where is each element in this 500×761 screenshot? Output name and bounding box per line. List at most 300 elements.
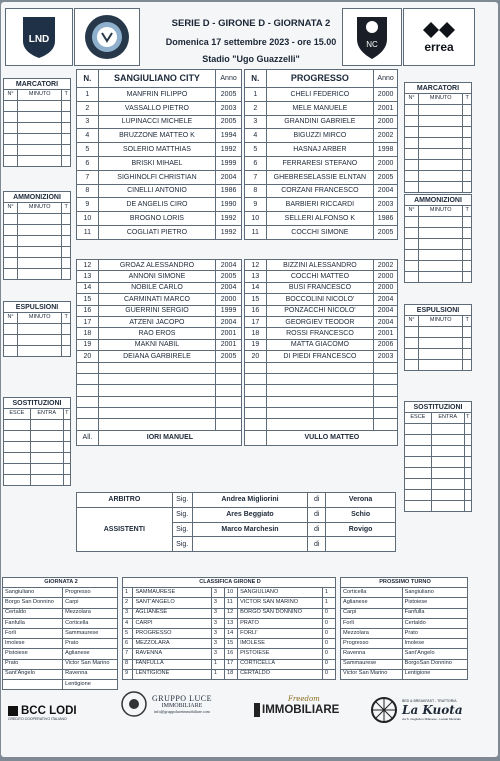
box-cell[interactable] [419,127,463,138]
table-cell: Fanfulla [3,618,63,628]
box-cell[interactable] [18,156,62,167]
box-cell[interactable] [405,250,419,261]
table-cell: Fanfulla [402,608,467,618]
table-cell: 6 [245,156,267,170]
box-cell[interactable] [405,217,419,228]
box-cell[interactable] [62,145,71,156]
table-cell: Progresso [341,639,403,649]
box-cell[interactable] [4,346,18,357]
table-cell: NOBILE CARLO [98,282,215,293]
box-cell[interactable] [4,123,18,134]
table-cell: Mezzolara [63,608,118,618]
table-row [77,339,242,350]
table-cell: 12 [77,260,99,271]
box-column-header: MINUTO [18,313,62,324]
table-cell: Pistoiese [402,598,467,608]
box-column-header: MINUTO [18,203,62,214]
box-cell[interactable] [18,258,62,269]
box-cell[interactable] [405,424,432,435]
box-cell[interactable] [419,105,463,116]
table-row [245,212,398,226]
box-cell[interactable] [419,360,463,371]
table-cell: 2005 [216,88,242,102]
box-cell[interactable] [30,420,63,431]
box-cell[interactable] [405,349,419,360]
table-cell: BROGNO LORIS [98,212,215,226]
box-cell[interactable] [405,171,419,182]
table-cell: 2003 [216,101,242,115]
box-cell[interactable] [463,138,472,149]
box-cell[interactable] [464,435,471,446]
box-cell[interactable] [405,327,419,338]
table-cell: 15 [245,294,267,305]
table-cell: BIGUZZI MIRCO [266,129,374,143]
box-row [405,468,472,479]
table-cell: Prato [402,628,467,638]
box-cell[interactable] [463,228,472,239]
box-row [405,105,472,116]
box-cell[interactable] [463,182,472,193]
table-row [3,598,118,608]
box-cell[interactable] [4,156,18,167]
box-cell[interactable] [62,346,71,357]
empty-row [245,419,398,430]
table-cell: Sant'Angelo [3,669,63,679]
box-cell[interactable] [405,338,419,349]
box-cell[interactable] [18,225,62,236]
table-row [77,225,242,239]
table-cell: Lentigione [402,669,467,679]
table-cell: Ravenna [63,669,118,679]
table-cell: GHEBRESELASSIE ELNTAN [266,170,374,184]
home-ammonizioni-box [3,191,71,280]
table-cell: 2000 [374,282,398,293]
box-cell[interactable] [4,475,31,486]
table-cell: BRUZZONE MATTEO K [98,129,215,143]
box-cell[interactable] [62,134,71,145]
table-cell: 4 [77,129,99,143]
box-cell[interactable] [4,236,18,247]
box-row [405,138,472,149]
box-cell[interactable] [18,145,62,156]
box-cell[interactable] [419,160,463,171]
box-cell[interactable] [405,272,419,283]
box-cell[interactable] [463,327,472,338]
table-row [77,143,242,157]
box-cell[interactable] [419,338,463,349]
box-cell[interactable] [464,468,471,479]
box-cell[interactable] [431,435,464,446]
box-row [405,228,472,239]
box-cell[interactable] [419,239,463,250]
box-cell[interactable] [30,442,63,453]
table-cell: 17 [77,316,99,327]
box-cell[interactable] [18,134,62,145]
table-cell: 6 [77,156,99,170]
box-cell[interactable] [463,160,472,171]
box-cell[interactable] [464,490,471,501]
table-cell: BARBIERI RICCARDI [266,198,374,212]
table-cell: 2000 [374,156,398,170]
table-cell: 0 [322,639,335,649]
box-cell[interactable] [419,149,463,160]
box-cell[interactable] [30,464,63,475]
table-cell: MELE MANUELE [266,101,374,115]
table-cell: 13 [225,618,238,628]
box-cell[interactable] [4,464,31,475]
box-cell[interactable] [419,171,463,182]
box-cell[interactable] [62,225,71,236]
table-cell: Forlì [3,628,63,638]
box-cell[interactable] [30,431,63,442]
empty-row [77,362,242,373]
empty-row [245,362,398,373]
box-cell[interactable] [464,457,471,468]
errea-logo [403,8,475,66]
box-column-header: T [463,206,472,217]
table-cell: 1992 [216,143,242,157]
box-cell[interactable] [463,239,472,250]
box-cell[interactable] [4,453,31,464]
box-cell[interactable] [63,453,70,464]
match-stadium: Stadio "Ugo Guazzelli" [202,54,300,64]
table-row [77,170,242,184]
box-cell[interactable] [62,123,71,134]
box-row [4,236,71,247]
box-cell[interactable] [405,360,419,371]
table-cell: 2005 [216,115,242,129]
box-cell[interactable] [4,134,18,145]
box-cell[interactable] [18,324,62,335]
box-row [405,250,472,261]
table-cell: GROAZ ALESSANDRO [98,260,215,271]
box-cell[interactable] [431,424,464,435]
table-cell: 3 [77,115,99,129]
box-cell[interactable] [463,116,472,127]
box-cell[interactable] [405,127,419,138]
box-cell[interactable] [62,101,71,112]
table-cell: 0 [322,608,335,618]
table-row [245,88,398,102]
table-cell: 0 [322,669,335,679]
table-cell: 2000 [216,294,242,305]
box-cell[interactable] [431,501,464,512]
table-row [245,129,398,143]
table-cell: GEORGIEV TEODOR [266,316,373,327]
box-cell[interactable] [18,101,62,112]
table-cell: Sant'Angelo [402,649,467,659]
box-cell[interactable] [431,457,464,468]
empty-row [77,419,242,430]
table-cell: 1999 [216,305,242,316]
table-row [245,143,398,157]
box-row [4,269,71,280]
table-cell: 1992 [216,212,242,226]
box-title: AMMONIZIONI [405,195,472,206]
table-row [245,260,398,271]
table-row [77,328,242,339]
table-cell: 2004 [216,316,242,327]
table-cell: 11 [245,225,267,239]
box-cell[interactable] [463,149,472,160]
table-cell: 2004 [216,282,242,293]
box-cell[interactable] [4,324,18,335]
la-kuota-sponsor: BED & BREAKFAST - TRATTORIA La Kuota via S. Guglielmo Milanese - Locale Musicale [370,696,463,724]
box-cell[interactable] [431,468,464,479]
box-cell[interactable] [18,247,62,258]
empty-row [77,385,242,396]
table-row [341,649,468,659]
box-cell[interactable] [62,214,71,225]
box-cell[interactable] [18,112,62,123]
box-row [4,225,71,236]
table-cell: FANFULLA [133,659,211,669]
table-cell: COCCHI SIMONE [266,225,374,239]
table-cell: Victor San Marino [341,669,403,679]
box-cell[interactable] [419,228,463,239]
box-cell[interactable] [63,442,70,453]
box-cell[interactable] [4,431,31,442]
box-cell[interactable] [405,149,419,160]
box-cell[interactable] [62,335,71,346]
table-cell: 1 [123,588,133,598]
box-cell[interactable] [18,269,62,280]
table-cell: PRATO [238,618,323,628]
box-cell[interactable] [405,105,419,116]
box-cell[interactable] [405,468,432,479]
table-cell: 1994 [216,129,242,143]
box-title: SOSTITUZIONI [4,398,71,409]
box-cell[interactable] [4,101,18,112]
box-cell[interactable] [63,464,70,475]
table-cell: 0 [322,618,335,628]
box-cell[interactable] [463,272,472,283]
table-row [3,588,118,598]
box-column-header: N° [4,203,18,214]
box-row [4,134,71,145]
box-cell[interactable] [405,138,419,149]
table-cell: VICTOR SAN MARINO [238,598,323,608]
table-cell: RAO EROS [98,328,215,339]
home-sostituzioni-box [3,397,71,486]
box-cell[interactable] [419,182,463,193]
box-cell[interactable] [30,453,63,464]
box-column-header: T [62,203,71,214]
box-cell[interactable] [405,479,432,490]
box-row [4,442,71,453]
box-cell[interactable] [4,247,18,258]
box-row [405,349,472,360]
box-cell[interactable] [62,156,71,167]
box-cell[interactable] [4,335,18,346]
table-cell: VASSALLO PIETRO [98,101,215,115]
box-cell[interactable] [4,420,31,431]
table-cell: Prato [63,639,118,649]
box-cell[interactable] [4,225,18,236]
box-cell[interactable] [431,446,464,457]
box-column-header: N° [4,90,18,101]
box-cell[interactable] [405,239,419,250]
table-cell: LENTIGIONE [133,669,211,679]
box-cell[interactable] [30,475,63,486]
table-cell: GUERRINI SERGIO [98,305,215,316]
table-row [3,649,118,659]
table-cell: 17 [245,316,267,327]
empty-row [77,408,242,419]
table-row [245,282,398,293]
table-cell: 1 [322,598,335,608]
table-cell: 2 [123,598,133,608]
table-cell: 4 [123,618,133,628]
box-cell[interactable] [18,346,62,357]
box-column-header: MINUTO [18,90,62,101]
box-cell[interactable] [405,501,432,512]
box-cell[interactable] [4,145,18,156]
box-cell[interactable] [405,228,419,239]
box-cell[interactable] [62,269,71,280]
box-cell[interactable] [419,217,463,228]
table-cell: Aglianese [63,649,118,659]
table-cell: Borgo San Donnino [3,598,63,608]
table-cell: DI PIEDI FRANCESCO [266,351,373,362]
box-cell[interactable] [405,457,432,468]
table-row [77,184,242,198]
table-row [245,115,398,129]
table-row [245,101,398,115]
box-cell[interactable] [18,335,62,346]
box-cell[interactable] [419,349,463,360]
box-cell[interactable] [18,123,62,134]
box-cell[interactable] [405,446,432,457]
table-row [77,129,242,143]
box-cell[interactable] [463,217,472,228]
box-cell[interactable] [4,258,18,269]
box-cell[interactable] [4,442,31,453]
lnd-shield-icon [19,15,59,59]
box-title: MARCATORI [405,83,472,94]
box-cell[interactable] [463,127,472,138]
bcc-icon [8,706,18,716]
table-row [123,659,336,669]
box-cell[interactable] [419,138,463,149]
table-cell: ANNONI SIMONE [98,271,215,282]
box-cell[interactable] [62,112,71,123]
box-cell[interactable] [4,112,18,123]
table-row [341,659,468,669]
table-cell: FERRARESI STEFANO [266,156,374,170]
box-cell[interactable] [431,490,464,501]
table-cell: 1 [245,88,267,102]
box-cell[interactable] [405,261,419,272]
box-cell[interactable] [463,349,472,360]
box-row [405,424,472,435]
box-cell[interactable] [463,171,472,182]
table-cell: 2 [245,101,267,115]
box-cell[interactable] [464,446,471,457]
box-cell[interactable] [63,420,70,431]
box-cell[interactable] [464,501,471,512]
table-cell: 3 [123,608,133,618]
table-row [77,101,242,115]
table-cell: FORLI' [238,628,323,638]
box-row [405,261,472,272]
table-cell: SANT'ANGELO [133,598,211,608]
box-cell[interactable] [463,250,472,261]
table-cell: 2000 [374,115,398,129]
box-cell[interactable] [463,360,472,371]
box-row [405,182,472,193]
box-cell[interactable] [63,475,70,486]
box-cell[interactable] [419,116,463,127]
box-cell[interactable] [18,236,62,247]
match-date: Domenica 17 settembre 2023 - ore 15.00 [165,37,337,47]
table-cell: 2002 [374,260,398,271]
table-row [245,328,398,339]
box-cell[interactable] [463,105,472,116]
table-cell: ROSSI FRANCESCO [266,328,373,339]
box-cell[interactable] [419,261,463,272]
table-cell: 2004 [216,170,242,184]
box-cell[interactable] [431,479,464,490]
bcc-lodi-sponsor: BCC LODI CREDITO COOPERATIVO ITALIANO [8,705,77,721]
box-cell[interactable] [405,490,432,501]
table-cell: 11 [225,598,238,608]
box-cell[interactable] [419,272,463,283]
box-cell[interactable] [405,116,419,127]
table-cell: 12 [245,260,267,271]
box-cell[interactable] [62,258,71,269]
box-cell[interactable] [405,435,432,446]
table-row [245,294,398,305]
table-cell: 7 [123,649,133,659]
box-cell[interactable] [62,324,71,335]
box-cell[interactable] [18,214,62,225]
box-title: ESPULSIONI [405,305,472,316]
sangiuliano-crest-icon [83,13,131,61]
box-row [4,123,71,134]
table-header-row: N. SANGIULIANO CITY Anno [77,70,242,88]
table-cell: SELLERI ALFONSO K [266,212,374,226]
box-cell[interactable] [464,424,471,435]
table-row [123,618,336,628]
table-cell: 8 [245,184,267,198]
box-row [405,327,472,338]
box-cell[interactable] [419,250,463,261]
box-cell[interactable] [464,479,471,490]
box-cell[interactable] [62,247,71,258]
empty-row [77,373,242,384]
box-cell[interactable] [405,182,419,193]
table-cell: 5 [245,143,267,157]
box-cell[interactable] [63,431,70,442]
table-cell: BOCCOLINI NICOLO' [266,294,373,305]
away-marcatori-box [404,82,472,193]
box-cell[interactable] [4,214,18,225]
box-cell[interactable] [419,327,463,338]
table-cell: 2000 [374,271,398,282]
box-cell[interactable] [62,236,71,247]
box-cell[interactable] [463,261,472,272]
table-cell: 17 [225,659,238,669]
table-cell: Sammaurese [63,628,118,638]
box-row [4,335,71,346]
away-sostituzioni-box [404,401,472,512]
box-cell[interactable] [463,338,472,349]
table-cell: 2001 [216,328,242,339]
box-cell[interactable] [405,160,419,171]
box-cell[interactable] [4,269,18,280]
table-row [123,588,336,598]
